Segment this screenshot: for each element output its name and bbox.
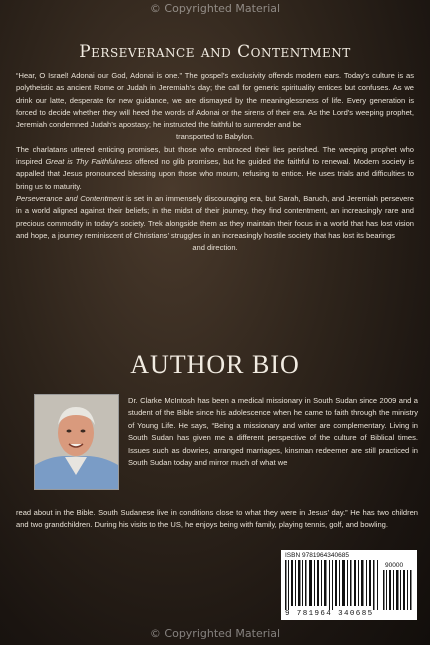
isbn-barcode — [281, 550, 417, 620]
author-portrait-icon — [35, 395, 118, 489]
isbn-label: ISBN 9781964340685 — [285, 552, 349, 559]
author-bio-heading: AUTHOR BIO — [130, 350, 300, 379]
watermark-top: © Copyrighted Material — [149, 2, 281, 15]
main-barcode-icon — [285, 560, 381, 610]
author-bio-wide: read about in the Bible. South Sudanese live in conditions close to what they were in Jesus’ day.” He has two children and two grandchildren. During his visits to the US, he enjoys being with family, playing tennis, golf, and bowling. — [16, 508, 418, 530]
author-bio-side: Dr. Clarke McIntosh has been a medical missionary in South Sudan since 2009 and a student of the Bible since his adolescence when he came to faith through the ministry of Young Life. He says, “Being a missionary and writer are complementary. Living in South Sudan has given me a different perspective of the culture of Biblical times. Issues such as dowries, arranged marriages, kinsman redeemer are still practiced in South Sudan today and mirror much of what we — [128, 396, 418, 468]
blurb-paragraph-3: Perseverance and Contentment is set in an immensely discouraging era, but Sarah, Baruch, and Jeremiah persevere in a world aligned against their beliefs; in the midst of their journey, they find contentment, an increasingly rare and precious commodity in today’s society. Trek alongside them as they maintain their focus in a world that has lost vision and hope, a journey reminiscent of Christians’ struggles in an increasingly hostile society that has lost its bearings — [16, 193, 415, 240]
watermark-bottom: © Copyrighted Material — [149, 627, 281, 640]
book-title: Perseverance and Contentment — [79, 42, 351, 62]
blurb-paragraph-3-end: and direction. — [192, 243, 238, 253]
author-photo — [34, 394, 119, 490]
book-blurb — [16, 70, 414, 254]
blurb-paragraph-1-end: transported to Babylon. — [175, 132, 255, 142]
blurb-paragraph-1: “Hear, O Israel! Adonai our God, Adonai is one.” The gospel’s exclusivity offends modern ears. Today’s culture is as polytheistic as ancient Rome or Judah in Jeremiah’s day; the call for generic spirituality entices but confuses. As we drink our latte, desperate for new guidance, we are dismayed by the meaninglessness of life. Every generation is forced to decide whether they will heed the words of Adonai or the sirens of their era. As the Lord’s weeping prophet, Jeremiah condemned Judah’s apostasy; he instructed the faithful to surrender and be — [16, 71, 414, 130]
blurb-paragraph-2: The charlatans uttered enticing promises, but those who embraced their lies perished. The weeping prophet who inspired Great is Thy Faithfulness offered no glib promises, but he guided the faithful to renewal. Modern society is appalled that Jesus pronounced blessing upon those who mourn, refusing to entice. He uses trials and difficulties to bring us to maturity. — [16, 144, 414, 191]
price-barcode-icon — [383, 570, 413, 610]
isbn-digits: 9 781964 340685 — [285, 610, 374, 618]
price-code: 90000 — [385, 562, 404, 569]
